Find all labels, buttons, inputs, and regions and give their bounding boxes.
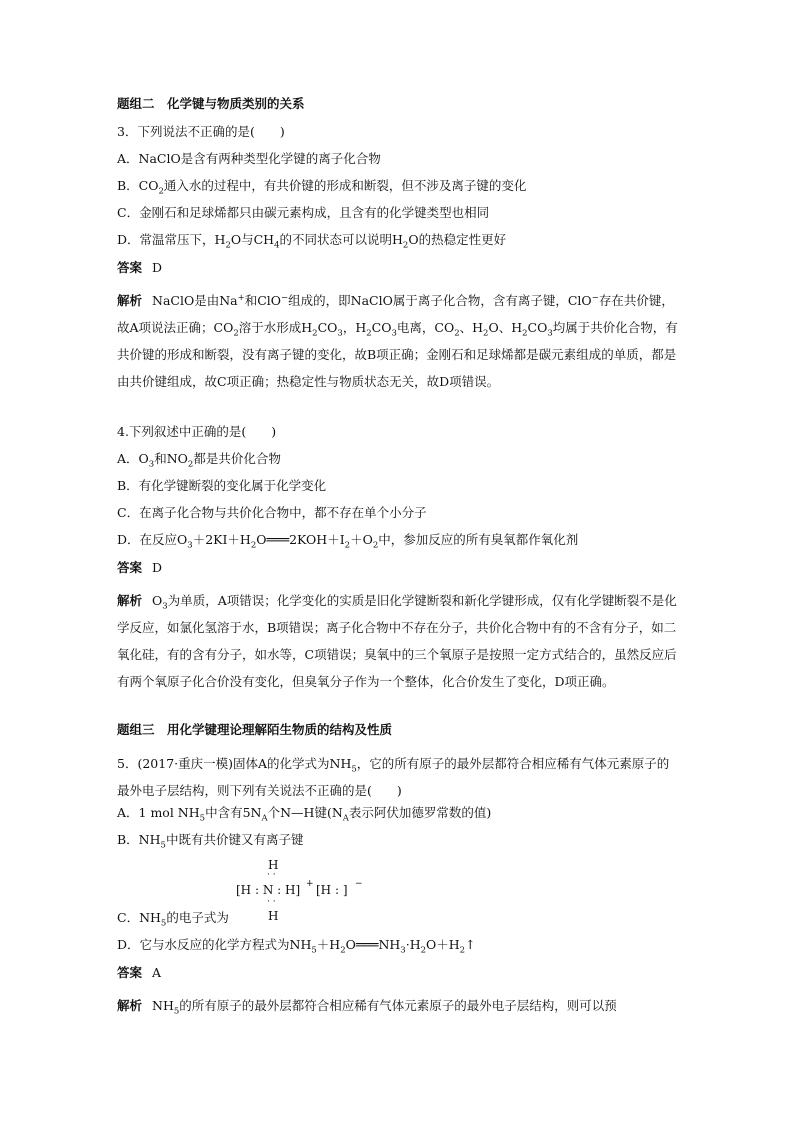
q4-option-a: A．$O_3$和$NO_2$都是共价化合物 xyxy=(117,451,281,470)
q5-option-b: B．$NH_5$中既有共价键又有离子键 xyxy=(117,832,304,851)
formula-top-h: H xyxy=(268,858,279,872)
q5-option-a: A．1 mol $NH_5$中含有$5N_A$个N—H键($N_A$表示阿伏加德罗常数的值) xyxy=(117,805,492,824)
q3-option-c: C．金刚石和足球烯都只由碳元素构成，且含有的化学键类型也相同 xyxy=(117,205,490,220)
formula-minus: − xyxy=(355,879,363,889)
q4-option-c: C．在离子化合物与共价化合物中，都不存在单个小分子 xyxy=(117,505,427,520)
q4-option-b: B．有化学键断裂的变化属于化学变化 xyxy=(117,478,327,493)
formula-anion: [H : ] xyxy=(316,883,348,897)
q4-answer: 答案 D xyxy=(117,560,163,575)
nh5-electron-formula xyxy=(234,858,374,928)
formula-cation: [H : N : H] xyxy=(236,883,301,897)
formula-plus: + xyxy=(306,879,314,889)
q4-option-d: D．在反应$O_3+2KI+H_2O═══2KOH+I_2+O_2$中，参加反应的所有臭氧都作氧化剂 xyxy=(117,532,579,551)
q3-answer: 答案 D xyxy=(117,260,163,275)
q5-explanation: 解析 $NH_5$的所有原子的最外层都符合相应稀有气体元素原子的最外电子层结构，则可以预 xyxy=(117,998,617,1017)
q5-answer: 答案 A xyxy=(117,965,162,980)
q4-explanation: 解析 $O_3$为单质，A项错误；化学变化的实质是旧化学键断裂和新化学键形成，仅有化学键断裂不是化学反应，如氯化氢溶于水，B项错误；离子化合物中不存在分子，共价化合物中有的不含有分子，如二氧化硅，有的含有分子，如水等，C项错误；臭氧中的三个氧原子是按照一定方式结合的，虽然反应后有两个氧原子化合价没有变化，但臭氧分子作为一个整体，化合价发生了变化，D项正确。 xyxy=(117,593,677,689)
formula-bottom-h: H xyxy=(268,909,279,923)
q3-option-b: B．$CO_2$通入水的过程中，有共价键的形成和断裂，但不涉及离子键的变化 xyxy=(117,178,527,197)
q5-option-d: D．它与水反应的化学方程式为$NH_5+H_2O═══NH_3\cdot H_2O+H_2↑$ xyxy=(117,937,476,956)
group-3-title: 题组三 用化学键理论理解陌生物质的结构及性质 xyxy=(117,722,393,737)
q5-stem: 5．(2017·重庆一模)固体A的化学式为$NH_5$，它的所有原子的最外层都符合相应稀有气体元素原子的最外电子层结构，则下列有关说法不正确的是( ) xyxy=(117,756,670,798)
q4-stem: 4.下列叙述中正确的是( ) xyxy=(117,424,277,439)
q5-option-c: C．$NH_5$的电子式为 xyxy=(117,910,229,929)
q3-explanation: 解析 NaClO是由Na+和ClO−组成的，即NaClO属于离子化合物，含有离子键，ClO−存在共价键，故A项说法正确；$CO_2$溶于水形成$H_2CO_3$，$H_2CO_3$电离，$CO_2$、$H_2O$、$H_2CO_3$均属于共价化合物，有共价键的形成和断裂，没有离子键的变化，故B项正确；金刚石和足球烯都是碳元素组成的单质，都是由共价键组成，故C项正确；热稳定性与物质状态无关，故D项错误。 xyxy=(117,292,678,389)
group-2-title: 题组二 化学键与物质类别的关系 xyxy=(117,96,305,111)
formula-dots-top: · · xyxy=(267,870,276,880)
q3-option-a: A．NaClO是含有两种类型化学键的离子化合物 xyxy=(117,151,381,166)
formula-dots-bottom: · · xyxy=(267,897,276,907)
q3-stem: 3．下列说法不正确的是( ) xyxy=(117,124,285,139)
q3-option-d: D．常温常压下，$H_2O$与$CH_4$的不同状态可以说明$H_2O$的热稳定性更好 xyxy=(117,232,507,251)
